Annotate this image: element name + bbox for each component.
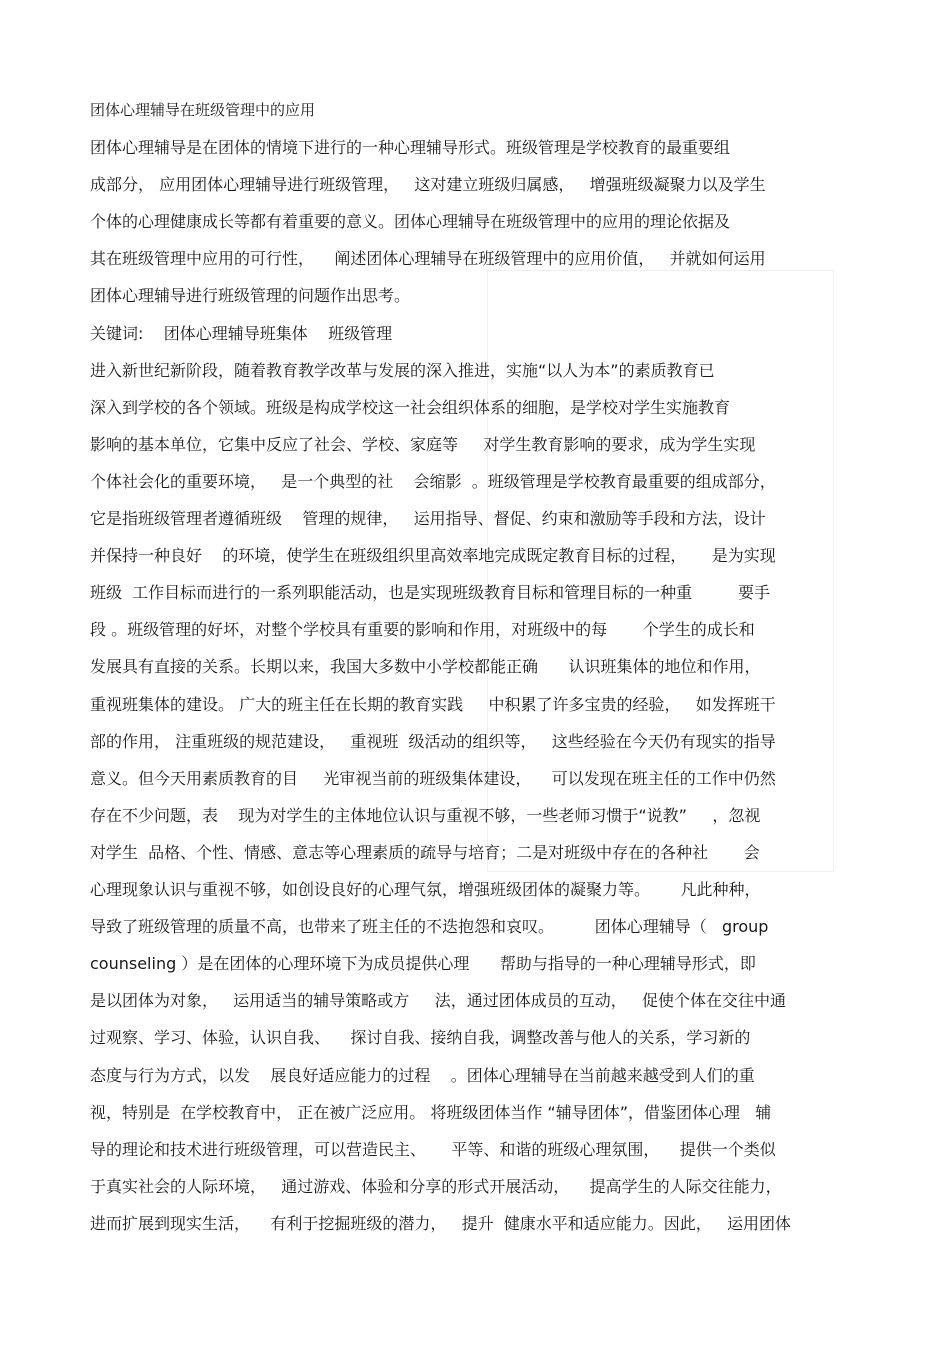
body-line: 存在不少问题，表 现为对学生的主体地位认识与重视不够，一些老师习惯于“说教” ，忽视 — [90, 806, 761, 825]
body-line: 意义。但今天用素质教育的目 光审视当前的班级集体建设， 可以发现在班主任的工作中仍然 — [90, 769, 776, 788]
abstract-line: 团体心理辅导进行班级管理的问题作出思考。 — [90, 286, 411, 305]
body-line: 发展具有直接的关系。长期以来，我国大多数中小学校都能正确 认识班集体的地位和作用， — [90, 657, 761, 676]
body-line: 对学生 品格、个性、情感、意志等心理素质的疏导与培育；二是对班级中存在的各种社 会 — [90, 843, 760, 862]
abstract-line: 其在班级管理中应用的可行性， 阐述团体心理辅导在班级管理中的应用价值， 并就如何运用 — [90, 249, 766, 268]
body-line: 进而扩展到现实生活， 有利于挖掘班级的潜力， 提升 健康水平和适应能力。因此， 运用团体 — [90, 1214, 792, 1233]
body-line: 部的作用， 注重班级的规范建设， 重视班 级活动的组织等， 这些经验在今天仍有现实的指导 — [90, 732, 776, 751]
body-line: 深入到学校的各个领域。班级是构成学校这一社会组织体系的细胞，是学校对学生实施教育 — [90, 398, 731, 417]
body-line: 是以团体为对象， 运用适当的辅导策略或方 法，通过团体成员的互动， 促使个体在交往中通 — [90, 991, 786, 1010]
document-title: 团体心理辅导在班级管理中的应用 — [90, 101, 316, 119]
body-line: 心理现象认识与重视不够，如创设良好的心理气氛，增强班级团体的凝聚力等。 凡此种种， — [90, 880, 761, 899]
body-line: 进入新世纪新阶段，随着教育教学改革与发展的深入推进，实施“以人为本”的素质教育已 — [90, 361, 715, 380]
body-line: 班级 工作目标而进行的一系列职能活动，也是实现班级教育目标和管理目标的一种重 要手 — [90, 583, 770, 602]
body-line: 个体社会化的重要环境， 是一个典型的社 会缩影 。班级管理是学校教育最重要的组成部分， — [90, 472, 776, 491]
body-line: 重视班集体的建设。 广大的班主任在长期的教育实践 中积累了许多宝贵的经验， 如发挥班干 — [90, 695, 776, 714]
keywords-line: 关键词: 团体心理辅导班集体 班级管理 — [90, 324, 393, 343]
body-line: 影响的基本单位，它集中反应了社会、学校、家庭等 对学生教育影响的要求，成为学生实现 — [90, 435, 756, 454]
abstract-line: 团体心理辅导是在团体的情境下进行的一种心理辅导形式。班级管理是学校教育的最重要组 — [90, 138, 731, 157]
body-line: 视，特别是 在学校教育中， 正在被广泛应用。 将班级团体当作 “辅导团体”，借鉴团体心理 辅 — [90, 1103, 772, 1122]
body-line: 并保持一种良好 的环境，使学生在班级组织里高效率地完成既定教育目标的过程， 是为实现 — [90, 546, 776, 565]
body-line: 态度与行为方式，以发 展良好适应能力的过程 。团体心理辅导在当前越来越受到人们的重 — [90, 1066, 755, 1085]
body-line: 于真实社会的人际环境， 通过游戏、体验和分享的形式开展活动， 提高学生的人际交往能力， — [90, 1177, 782, 1196]
body-line: 过观察、学习、体验，认识自我、 探讨自我、接纳自我，调整改善与他人的关系，学习新的 — [90, 1028, 751, 1047]
abstract-line: 成部分， 应用团体心理辅导进行班级管理， 这对建立班级归属感， 增强班级凝聚力以及学生 — [90, 175, 766, 194]
abstract-line: 个体的心理健康成长等都有着重要的意义。团体心理辅导在班级管理中的应用的理论依据及 — [90, 212, 731, 231]
body-line: 它是指班级管理者遵循班级 管理的规律， 运用指导、督促、约束和激励等手段和方法，设计 — [90, 509, 766, 528]
body-line: 导的理论和技术进行班级管理，可以营造民主、 平等、和谐的班级心理氛围， 提供一个类似 — [90, 1140, 776, 1159]
body-line: 导致了班级管理的质量不高，也带来了班主任的不迭抱怨和哀叹。 团体心理辅导（ group — [90, 917, 769, 936]
body-line: counseling ）是在团体的心理环境下为成员提供心理 帮助与指导的一种心理辅导形式，即 — [90, 954, 756, 973]
body-line: 段 。班级管理的好坏，对整个学校具有重要的影响和作用，对班级中的每 个学生的成长和 — [90, 620, 755, 639]
